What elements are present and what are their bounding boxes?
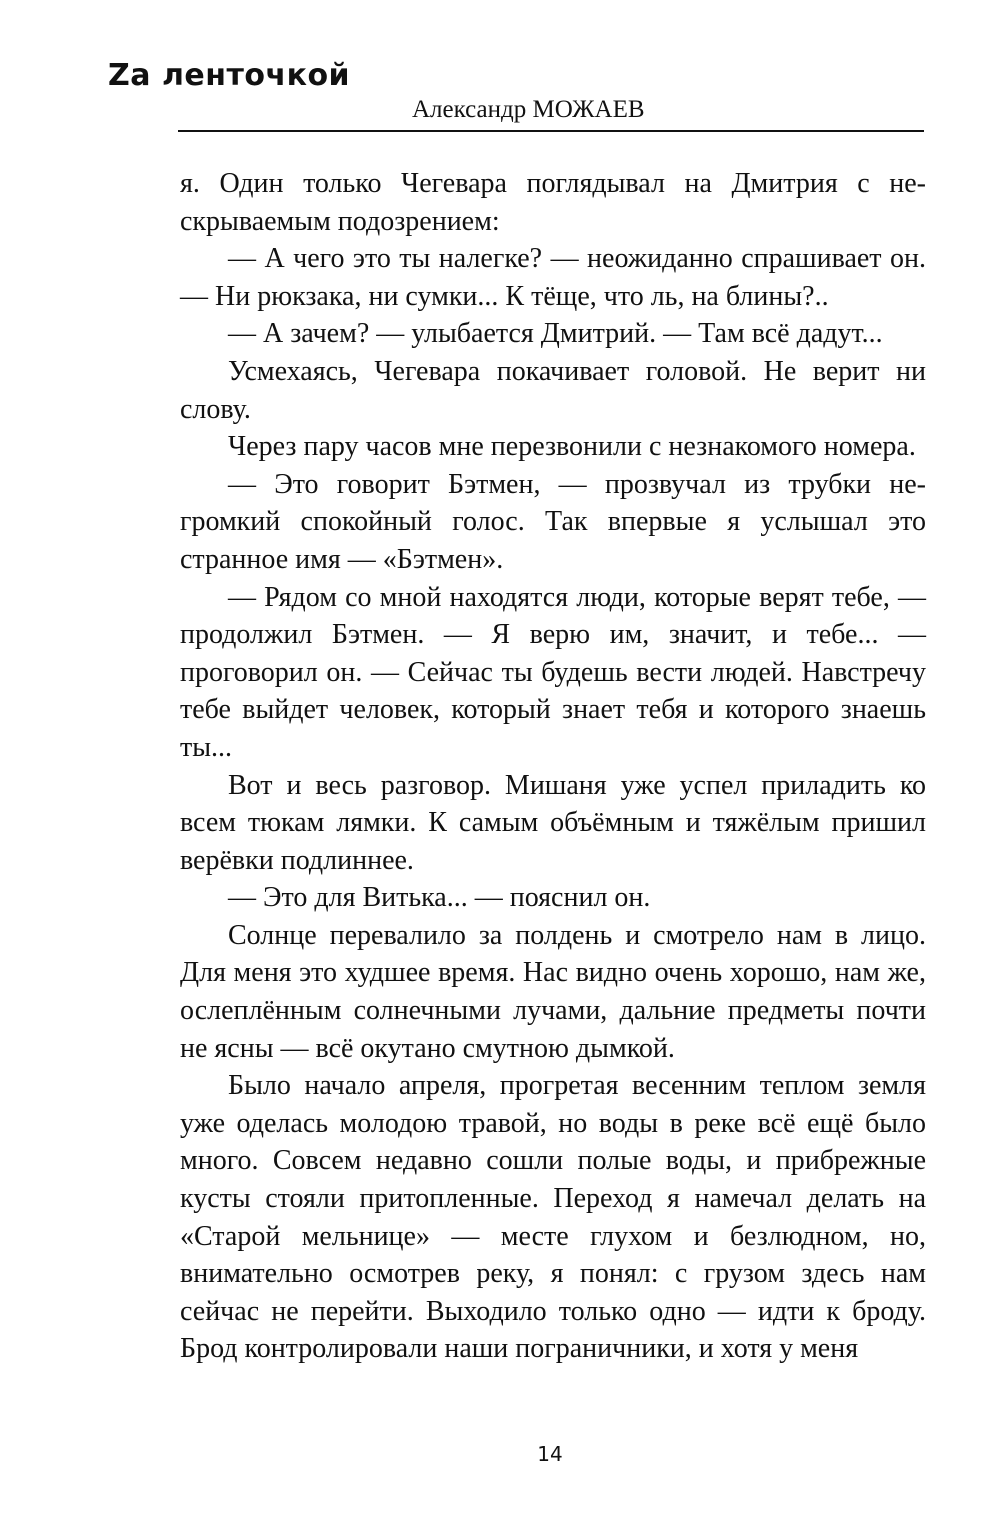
- paragraph: Было начало апреля, прогретая весенним теплом земля уже оделась молодою травой, но воды в реке всё ещё было много. Совсем недавно сошли полые воды, и прибрежные кусты стояли притопленные. Переход я намечал делать на «Старой мельнице» — месте глухом и безлюдном, но, внимательно осмотрев реку, я понял: с грузом здесь нам сейчас не перейти. Выходило только одно — идти к броду. Брод контролировали наши пограничники, и хотя у меня: [180, 1070, 926, 1365]
- paragraph: Через пару часов мне перезвонили с незнакомого номера.: [228, 431, 916, 463]
- paragraph: я. Один только Чегевара поглядывал на Дмитрия с нескрываемым подозрением:: [180, 168, 926, 237]
- paragraph: — Это говорит Бэтмен, — прозвучал из трубки негромкий спокойный голос. Так впервые я услышал это странное имя — «Бэтмен».: [180, 468, 926, 575]
- paragraph: — А чего это ты налегке? — неожиданно спрашивает он. — Ни рюкзака, ни сумки... К тёще, что ль, на блины?..: [180, 243, 926, 312]
- page-number: 14: [537, 1442, 563, 1466]
- paragraph: — Это для Витька... — пояснил он.: [228, 882, 651, 914]
- running-header-author: Александр МОЖАЕВ: [412, 96, 645, 123]
- header-divider: [178, 130, 924, 132]
- paragraph: Солнце перевалило за полдень и смотрело нам в лицо. Для меня это худшее время. Нас видно очень хорошо, нам же, ослеплённым солнечными лучами, дальние предметы почти не ясны — всё окутано смутною дымкой.: [180, 919, 926, 1064]
- paragraph: Усмехаясь, Чегевара покачивает головой. Не верит ни слову.: [180, 355, 926, 425]
- running-header-title: Zа ленточкой: [108, 58, 351, 93]
- body-text: [180, 165, 926, 1368]
- paragraph: Вот и весь разговор. Мишаня уже успел приладить ко всем тюкам лямки. К самым объёмным и тяжёлым пришил верёвки подлиннее.: [180, 769, 926, 876]
- paragraph: — Рядом со мной находятся люди, которые верят тебе, — продолжил Бэтмен. — Я верю им, значит, и тебе... — проговорил он. — Сейчас ты будешь вести людей. Навстречу тебе выйдет человек, который знает тебя и которого знаешь ты...: [180, 581, 926, 763]
- paragraph: — А зачем? — улыбается Дмитрий. — Там всё дадут...: [228, 318, 883, 350]
